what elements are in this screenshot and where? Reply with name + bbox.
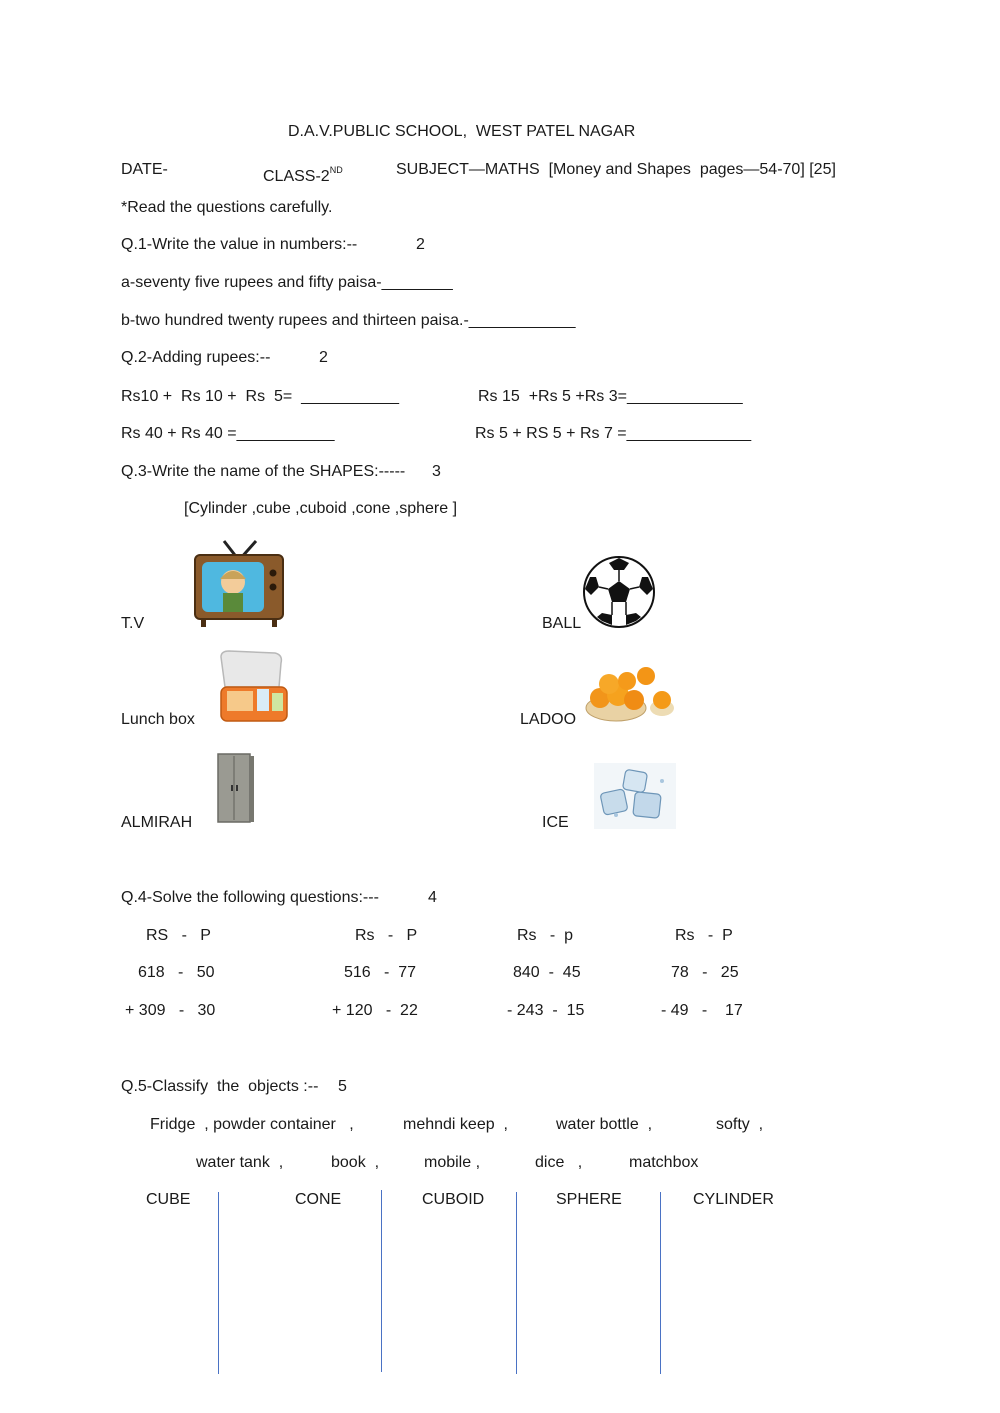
q4-row2-1: + 309 - 30: [125, 1002, 216, 1019]
q5-object: mehndi keep ,: [403, 1116, 508, 1133]
q1-part-a: a-seventy five rupees and fifty paisa-________: [121, 274, 453, 291]
q4-title: Q.4-Solve the following questions:---: [121, 889, 379, 906]
lunchbox-image: [217, 649, 291, 726]
q4-row2-3: - 243 - 15: [507, 1002, 585, 1019]
school-name: D.A.V.PUBLIC SCHOOL, WEST PATEL NAGAR: [288, 123, 636, 140]
q3-marks: 3: [432, 463, 441, 480]
q2-marks: 2: [319, 349, 328, 366]
q4-row1-3: 840 - 45: [513, 964, 581, 981]
q4-header-2: Rs - P: [355, 927, 418, 944]
instruction: *Read the questions carefully.: [121, 199, 333, 216]
q4-row2-4: - 49 - 17: [661, 1002, 743, 1019]
item-almirah-label: ALMIRAH: [121, 814, 193, 831]
class-label: [263, 160, 343, 187]
class-superscript: ND: [329, 165, 343, 175]
q5-object: water bottle ,: [556, 1116, 653, 1133]
q5-object: book ,: [331, 1154, 380, 1171]
q5-marks: 5: [338, 1078, 347, 1095]
item-ball-label: BALL: [542, 615, 582, 632]
q4-header-1: RS - P: [146, 927, 211, 944]
column-divider: [218, 1192, 219, 1374]
item-ice-label: ICE: [542, 814, 569, 831]
ice-image: [594, 763, 676, 829]
q2-sum-3: Rs 40 + Rs 40 =___________: [121, 425, 335, 442]
column-header-sphere: SPHERE: [556, 1191, 622, 1208]
q3-options: [Cylinder ,cube ,cuboid ,cone ,sphere ]: [184, 500, 458, 517]
q4-row1-1: 618 - 50: [138, 964, 215, 981]
q5-object: dice ,: [535, 1154, 583, 1171]
column-divider: [381, 1190, 382, 1372]
item-lunchbox-label: Lunch box: [121, 711, 195, 728]
subject-label: SUBJECT—MATHS [Money and Shapes pages—54-70] [25]: [396, 161, 836, 178]
q2-sum-2: Rs 15 +Rs 5 +Rs 3=_____________: [478, 388, 743, 405]
ball-image: [582, 555, 656, 629]
q5-object: Fridge , powder container ,: [150, 1116, 354, 1133]
class-base: CLASS-2: [263, 168, 330, 185]
almirah-image: [215, 752, 255, 826]
q4-header-3: Rs - p: [517, 927, 574, 944]
column-divider: [516, 1192, 517, 1374]
q5-title: Q.5-Classify the objects :--: [121, 1078, 319, 1095]
tv-image: [194, 535, 284, 629]
date-label: DATE-: [121, 161, 168, 178]
column-header-cube: CUBE: [146, 1191, 191, 1208]
column-header-cylinder: CYLINDER: [693, 1191, 774, 1208]
q3-title: Q.3-Write the name of the SHAPES:-----: [121, 463, 406, 480]
item-ladoo-label: LADOO: [520, 711, 577, 728]
q4-row1-4: 78 - 25: [671, 964, 739, 981]
column-header-cuboid: CUBOID: [422, 1191, 485, 1208]
q5-object: mobile ,: [424, 1154, 481, 1171]
q4-marks: 4: [428, 889, 437, 906]
q2-sum-1: Rs10 + Rs 10 + Rs 5= ___________: [121, 388, 399, 405]
q5-object: matchbox: [629, 1154, 699, 1171]
q1-part-b: b-two hundred twenty rupees and thirteen paisa.-____________: [121, 312, 576, 329]
ladoo-image: [584, 664, 676, 724]
q5-object: water tank ,: [196, 1154, 284, 1171]
item-tv-label: T.V: [121, 615, 145, 632]
q4-header-4: Rs - P: [675, 927, 733, 944]
column-header-cone: CONE: [295, 1191, 342, 1208]
q2-sum-4: Rs 5 + RS 5 + Rs 7 =______________: [475, 425, 752, 442]
q4-row1-2: 516 - 77: [344, 964, 417, 981]
q1-marks: 2: [416, 236, 425, 253]
q4-row2-2: + 120 - 22: [332, 1002, 418, 1019]
column-divider: [660, 1192, 661, 1374]
q5-object: softy ,: [716, 1116, 764, 1133]
q1-title: Q.1-Write the value in numbers:--: [121, 236, 358, 253]
q2-title: Q.2-Adding rupees:--: [121, 349, 271, 366]
